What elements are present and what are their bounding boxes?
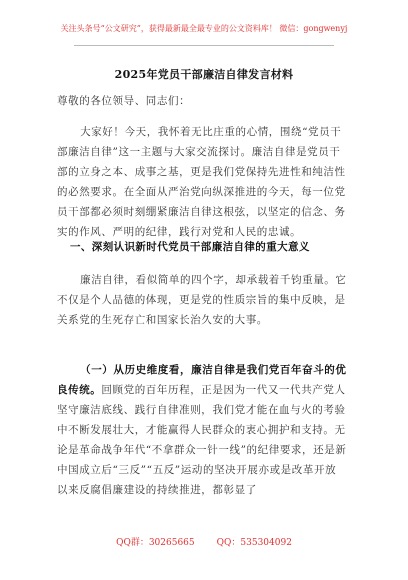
section-heading-1: 一、深刻认识新时代党员干部廉洁自律的重大意义 xyxy=(70,241,310,253)
header-divider xyxy=(74,45,334,46)
greeting: 尊敬的各位领导、同志们： xyxy=(57,95,191,107)
paragraph-intro: 大家好！今天，我怀着无比庄重的心情，围绕“党员干部廉洁自律”这一主题与大家交流探讨。廉洁自律是党员干部的立身之本、成事之基，更是我们党保持先进性和纯洁性的必然要求。在全面从严治党向纵深推进的今天，每一位党员干部都必须时刻绷紧廉洁自律这根弦，以坚定的信念、务实的作风、严明的纪律，践行对党和人民的忠诚。 xyxy=(57,126,346,238)
footer-contact xyxy=(0,535,408,548)
paragraph-history-body: 回顾党的百年历程，正是因为一代又一代共产党人坚守廉洁底线、践行自律准则，我们党才能在血与火的考验中不断发展壮大，才能赢得人民群众的衷心拥护和支持。无论是革命战争年代“不拿群众一针一线”的纪律要求，还是新中国成立后“三反”“五反”运动的坚决开展亦或是改革开放以来反腐倡廉建设的持续推进，都彰显了 xyxy=(57,384,347,496)
footer-qq-group: QQ群：30265665 xyxy=(116,538,195,548)
paragraph-significance: 廉洁自律，看似简单的四个字，却承载着千钧重量。它不仅是个人品德的体现，更是党的性质宗旨的集中反映，是关系党的生死存亡和国家长治久安的大事。 xyxy=(57,274,347,326)
paragraph-history xyxy=(57,360,347,500)
header-notice: 关注头条号“公文研究”，获得最新最全最专业的公文资料库！ 微信：gongwenyj xyxy=(60,24,348,33)
document-title: 2025年党员干部廉洁自律发言材料 xyxy=(114,68,294,81)
paragraph-history-lead: （一）从历史维度看，廉洁自律是我们党百年奋斗的优良传统。 xyxy=(57,364,347,396)
footer-qq: QQ：535304092 xyxy=(216,538,292,548)
